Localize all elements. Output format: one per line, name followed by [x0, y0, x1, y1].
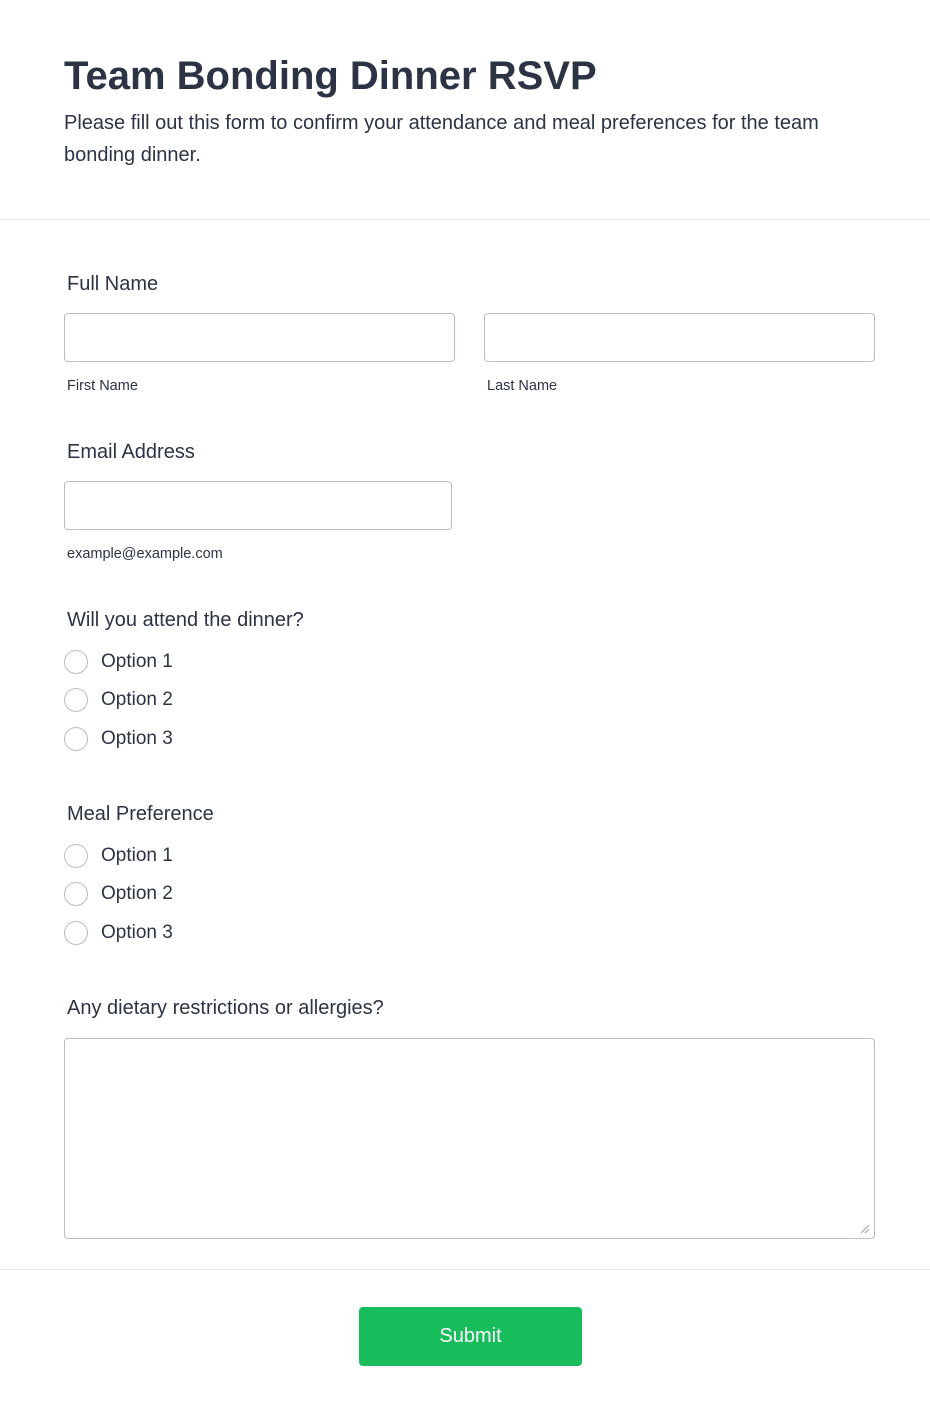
meal-option-3[interactable]: [64, 920, 173, 946]
attend-label: Will you attend the dinner?: [67, 609, 304, 631]
email-sublabel: example@example.com: [67, 546, 223, 562]
meal-option-2[interactable]: [64, 881, 173, 907]
last-name-input[interactable]: [484, 313, 875, 362]
meal-option-1[interactable]: [64, 843, 173, 869]
radio-label: Option 3: [101, 728, 173, 749]
form-header: [0, 0, 930, 220]
last-name-sublabel: Last Name: [487, 378, 558, 394]
radio-circle-icon[interactable]: [64, 650, 88, 674]
page-title: Team Bonding Dinner RSVP: [64, 54, 597, 98]
radio-label: Option 3: [101, 922, 173, 943]
radio-circle-icon[interactable]: [64, 688, 88, 712]
radio-circle-icon[interactable]: [64, 921, 88, 945]
email-label: Email Address: [67, 441, 195, 463]
radio-label: Option 2: [101, 883, 173, 904]
meal-label: Meal Preference: [67, 803, 214, 825]
attend-option-1[interactable]: [64, 649, 173, 675]
first-name-sublabel: First Name: [67, 378, 138, 394]
dietary-label: Any dietary restrictions or allergies?: [67, 997, 384, 1019]
full-name-label: Full Name: [67, 273, 159, 295]
form-description: Please fill out this form to confirm your attendance and meal preferences for the team bonding dinner.: [64, 112, 819, 166]
footer-divider: [0, 1269, 930, 1270]
resize-grip-icon[interactable]: [860, 1224, 870, 1234]
radio-circle-icon[interactable]: [64, 727, 88, 751]
submit-button[interactable]: Submit: [359, 1307, 582, 1366]
attend-option-2[interactable]: [64, 687, 173, 713]
radio-label: Option 1: [101, 845, 173, 866]
radio-circle-icon[interactable]: [64, 844, 88, 868]
radio-circle-icon[interactable]: [64, 882, 88, 906]
radio-label: Option 2: [101, 689, 173, 710]
dietary-textarea[interactable]: [64, 1038, 875, 1239]
radio-label: Option 1: [101, 651, 173, 672]
email-input[interactable]: [64, 481, 452, 530]
attend-option-3[interactable]: [64, 726, 173, 752]
first-name-input[interactable]: [64, 313, 455, 362]
